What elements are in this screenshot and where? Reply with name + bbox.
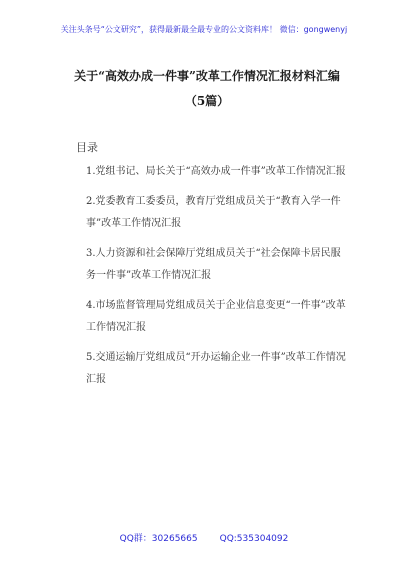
table-of-contents [86,161,348,399]
toc-item [86,161,348,183]
toc-item-text: 4.市场监督管理局党组成员关于企业信息变更“一件事”改革工作情况汇报 [86,300,346,333]
toc-item-text: 5.交通运输厅党组成员“开办运输企业一件事”改革工作情况汇报 [86,352,346,385]
header-banner: 关注头条号“公文研究”，获得最新最全最专业的公文资料库！ 微信：gongwenyj [60,25,348,34]
toc-item [86,295,348,339]
toc-item-text: 3.人力资源和社会保障厅党组成员关于“社会保障卡居民服务一件事”改革工作情况汇报 [86,248,341,281]
qq-group-text: QQ群：30265665 [119,534,198,544]
document-title: 关于“高效办成一件事”改革工作情况汇报材料汇编（5篇） [74,69,340,108]
qq-number-text: QQ:535304092 [219,534,289,544]
toc-item [86,243,348,287]
toc-item [86,191,348,235]
footer-contact [0,531,408,544]
toc-item [86,347,348,391]
toc-item-text: 2.党委教育工委委员，教育厅党组成员关于“教育入学一件事”改革工作情况汇报 [86,196,341,229]
toc-heading: 目录 [76,141,98,154]
toc-item-text: 1.党组书记、局长关于“高效办成一件事”改革工作情况汇报 [86,166,346,177]
